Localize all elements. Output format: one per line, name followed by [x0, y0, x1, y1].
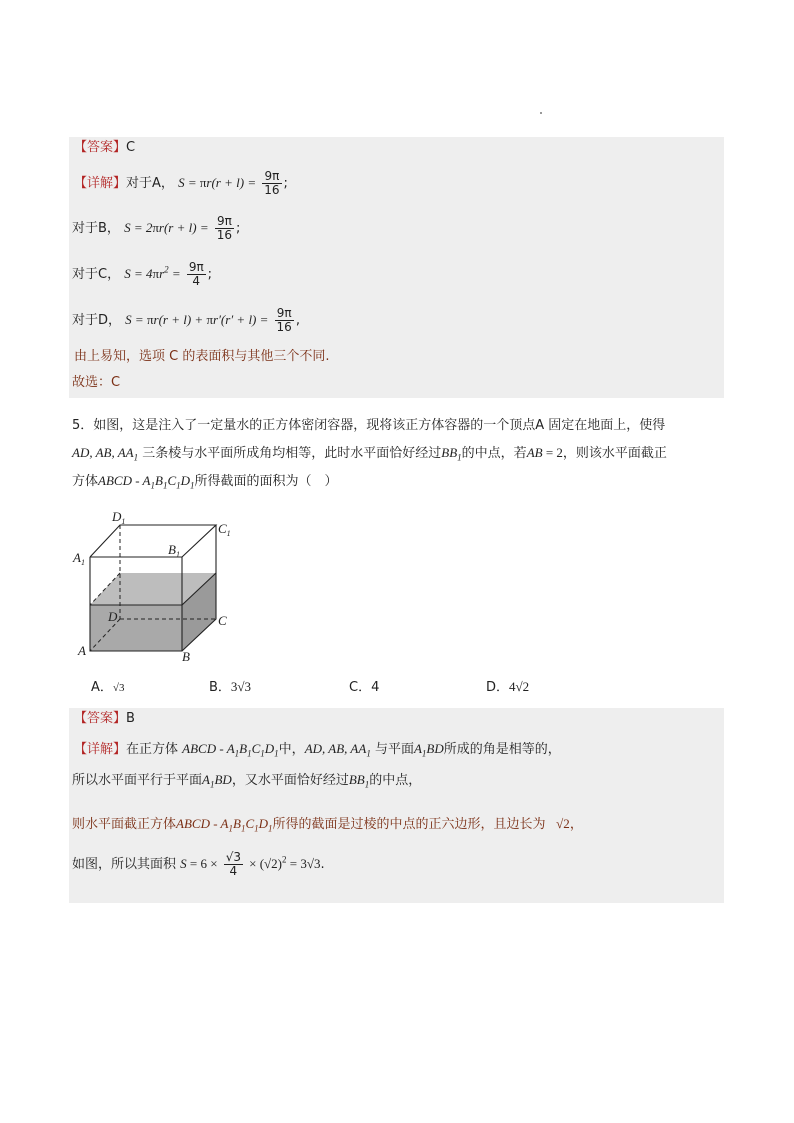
option-b[interactable] — [209, 676, 251, 695]
detail2-line1-a: 在正方体 — [126, 742, 179, 757]
option-a-label: A． — [91, 680, 113, 695]
fraction-b-num: 9π — [215, 215, 234, 229]
question5-line3-prefix: 方体 — [72, 474, 99, 489]
option-a[interactable] — [91, 676, 124, 695]
question5-line3-suffix: 所得截面的面积为（ ） — [194, 474, 338, 489]
cube-figure — [70, 505, 240, 665]
formula-d: S = πr(r + l) + πr′(r′ + l) = — [125, 312, 269, 327]
fraction-a — [262, 170, 281, 197]
area-formula-start: S = 6 × — [180, 856, 218, 871]
label-A1: $A_1$ — [73, 550, 85, 567]
detail2-line2 — [72, 772, 421, 793]
label-C1: $C_1$ — [218, 521, 231, 538]
area-fraction — [224, 851, 243, 878]
edge-bb1: $BB_1$ — [441, 445, 462, 463]
choice-line: 故选：C — [72, 375, 121, 390]
detail2-line2-c: 的中点， — [369, 773, 422, 788]
answer-value-2: B — [126, 711, 135, 726]
detail2-bb1: $BB_1$ — [348, 772, 370, 790]
detail2-plane-2: $A_1BD$ — [202, 772, 232, 790]
detail-line-d: 对于D， S = πr(r + l) + πr′(r′ + l) = $\frac{9\pi}{16}$ , — [72, 306, 300, 334]
stray-dot — [540, 112, 542, 114]
option-c[interactable] — [349, 676, 379, 695]
fraction-c-num: 9π — [188, 260, 204, 274]
option-c-label: C． — [349, 680, 372, 695]
label-B: B — [182, 649, 190, 664]
detail-line-c: 对于C， $S = 4\pi r^2$ = $\frac{9\pi}{4}$ ; — [72, 260, 213, 288]
formula-b: S = 2πr(r + l) = — [124, 220, 209, 235]
detail2-line4-a: 如图，所以其面积 — [72, 857, 177, 872]
detail2-line3-c: ， — [569, 817, 583, 832]
fraction-c-den: 4 — [192, 274, 201, 288]
question5-line2 — [72, 442, 667, 463]
fraction-d — [275, 307, 294, 334]
line-b-prefix: 对于B， — [72, 221, 120, 236]
question5-line2-mid2: 的中点，若 — [461, 446, 527, 461]
area-fraction-den: 4 — [229, 864, 238, 878]
answer-value: C — [126, 140, 136, 155]
line-d-prefix: 对于D， — [72, 313, 122, 328]
detail2-cube-name: ABCD - $A_1B_1C_1D_1$ — [182, 741, 279, 759]
fraction-d-num: 9π — [275, 307, 294, 321]
detail2-line4: 如图，所以其面积 S = 6 × $\frac{√3}{4}$ × $(√2)^2 = 3√3$. — [72, 850, 325, 878]
detail-line-a: 【详解】对于A， S = πr(r + l) = $\frac{9\pi}{16}$ ; — [74, 169, 288, 197]
fraction-c — [187, 261, 206, 288]
answer-line-1 — [74, 140, 135, 156]
fraction-a-num: 9π — [262, 170, 281, 184]
formula-a: S = πr(r + l) = — [178, 175, 257, 190]
detail2-line3-b: 所得的截面是过棱的中点的正六边形，且边长为 — [272, 817, 546, 832]
detail-tag: 【详解】 — [74, 176, 127, 191]
fraction-d-den: 16 — [276, 320, 292, 334]
question5-line3 — [72, 470, 338, 491]
detail2-line3-a: 则水平面截正方体 — [72, 817, 177, 832]
label-D1: $D_1$ — [112, 509, 126, 526]
fraction-a-den: 16 — [264, 183, 280, 197]
label-A: A — [78, 643, 86, 658]
detail2-cube-name-2: ABCD - $A_1B_1C_1D_1$ — [176, 816, 273, 834]
detail-tag-2: 【详解】 — [74, 742, 127, 757]
option-c-value: 4 — [371, 680, 380, 695]
answer-line-2 — [74, 711, 135, 727]
ab-equals-2: AB = 2 — [526, 445, 563, 460]
detail-line-b: 对于B， S = 2πr(r + l) = $\frac{9\pi}{16}$ ; — [72, 214, 241, 242]
option-b-label: B． — [209, 680, 231, 695]
option-d-label: D． — [486, 680, 510, 695]
detail2-line2-a: 所以水平面平行于平面 — [72, 773, 203, 788]
detail2-side-length: √2 — [549, 816, 570, 831]
detail2-line1-c: 与平面 — [374, 742, 414, 757]
detail2-line1-b: 中， — [278, 742, 305, 757]
detail2-plane: $A_1BD$ — [413, 741, 444, 759]
answer-tag: 【答案】 — [74, 140, 127, 155]
option-b-value: 3√3 — [230, 679, 252, 694]
edges-expression: AD, AB, $AA_1$ — [72, 445, 139, 463]
conclusion-line: 由上易知，选项 C 的表面积与其他三个不同. — [74, 349, 330, 364]
line-a-prefix: 对于A， — [126, 176, 174, 191]
question5-line1: 5．如图，这是注入了一定量水的正方体密闭容器，现将该正方体容器的一个顶点A 固定在地面上，使得 — [72, 418, 666, 433]
water-front-face — [90, 605, 182, 651]
cube-name: ABCD - $A_1B_1C_1D_1$ — [98, 473, 195, 491]
fraction-b-den: 16 — [216, 228, 233, 242]
detail2-line3 — [72, 816, 583, 837]
detail2-edges: AD, AB, $AA_1$ — [304, 741, 371, 759]
formula-c: $S = 4\pi r^2$ = — [124, 264, 181, 281]
question5-line2-mid: 三条棱与水平面所成角均相等，此时水平面恰好经过 — [142, 446, 442, 461]
fraction-b — [215, 215, 234, 242]
option-d[interactable] — [486, 676, 529, 695]
option-d-value: 4√2 — [509, 679, 530, 694]
area-fraction-num: √3 — [225, 850, 241, 864]
detail2-line2-b: ，又水平面恰好经过 — [231, 773, 349, 788]
detail2-line1-d: 所成的角是相等的， — [443, 742, 561, 757]
detail2-line1 — [74, 741, 561, 762]
label-D: D — [108, 609, 118, 624]
area-formula-end: × $(√2)^2 = 3√3$ — [249, 854, 321, 871]
option-a-value: √3 — [112, 682, 125, 694]
label-B1: $B_1$ — [168, 542, 180, 559]
label-C: C — [218, 613, 227, 628]
question5-line2-end: ，则该水平面截正 — [562, 446, 667, 461]
answer-tag-2: 【答案】 — [74, 711, 127, 726]
line-c-prefix: 对于C， — [72, 267, 121, 282]
